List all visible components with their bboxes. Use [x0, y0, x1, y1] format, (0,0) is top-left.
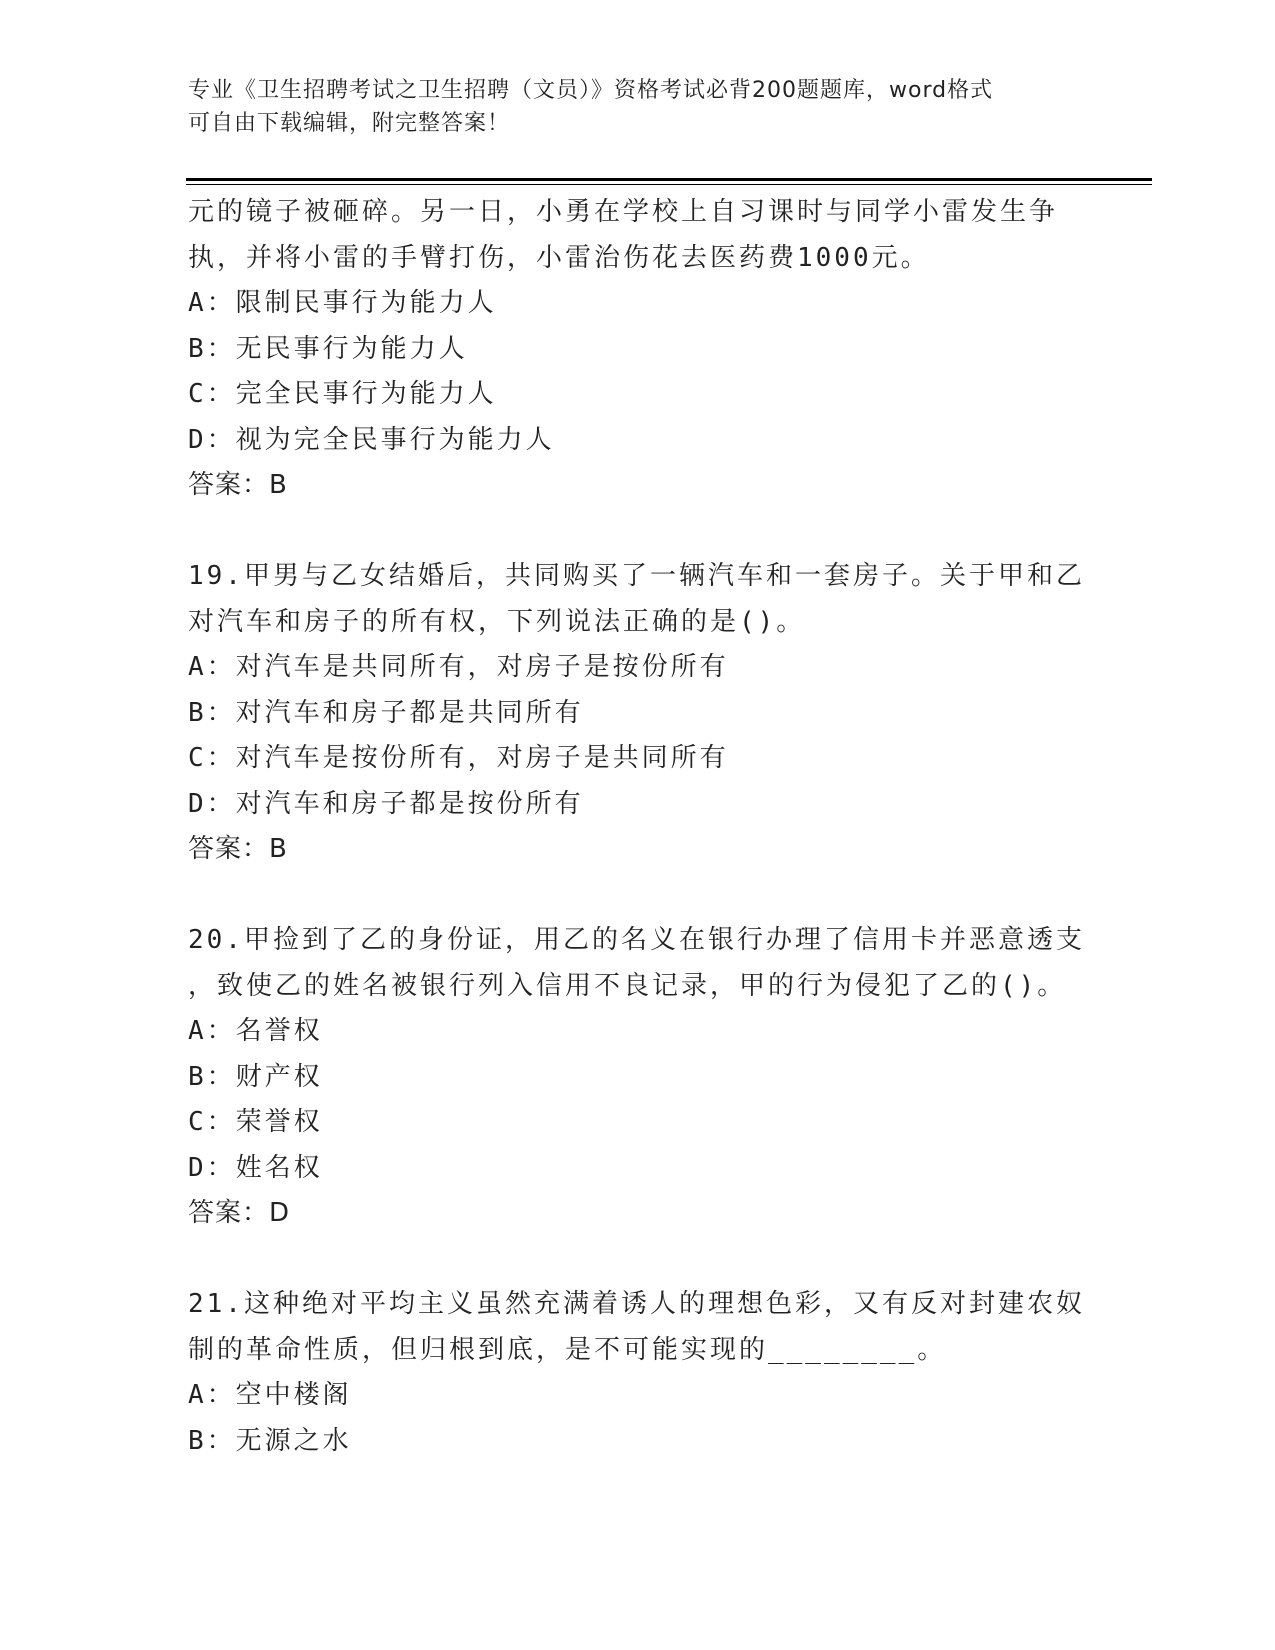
option-c: C：完全民事行为能力人	[188, 379, 497, 409]
question-21	[188, 1282, 1088, 1464]
header-divider-thin	[186, 184, 1152, 185]
option-c: C：荣誉权	[188, 1107, 323, 1137]
question-19	[188, 554, 1088, 873]
option-a: A：名誉权	[188, 1016, 323, 1046]
question-text-line: 制的革命性质，但归根到底，是不可能实现的________。	[188, 1334, 947, 1365]
header-divider-thick	[186, 178, 1152, 181]
question-text-line: 20.甲捡到了乙的身份证，用乙的名义在银行办理了信用卡并恶意透支	[188, 925, 1085, 955]
option-a: A：空中楼阁	[188, 1380, 352, 1410]
answer-line: 答案：B	[188, 470, 288, 500]
option-a: A：对汽车是共同所有，对房子是按份所有	[188, 652, 729, 682]
option-b: B：财产权	[188, 1061, 323, 1092]
option-b: B：无民事行为能力人	[188, 333, 468, 364]
question-text-line: 元的镜子被砸碎。另一日，小勇在学校上自习课时与同学小雷发生争	[188, 197, 1059, 227]
header-title-line-2: 可自由下载编辑，附完整答案！	[188, 111, 511, 136]
question-text-line: 19.甲男与乙女结婚后，共同购买了一辆汽车和一套房子。关于甲和乙	[188, 561, 1085, 591]
option-d: D：对汽车和房子都是按份所有	[188, 788, 584, 819]
question-spacer	[188, 873, 1088, 919]
option-d: D：视为完全民事行为能力人	[188, 424, 555, 455]
question-20	[188, 918, 1088, 1237]
document-header	[188, 74, 1088, 140]
option-a: A：限制民事行为能力人	[188, 288, 497, 318]
option-d: D：姓名权	[188, 1152, 323, 1183]
question-spacer	[188, 1237, 1088, 1283]
question-list	[188, 190, 1088, 1464]
answer-line: 答案：B	[188, 834, 288, 864]
question-text-line: ，致使乙的姓名被银行列入信用不良记录，甲的行为侵犯了乙的()。	[188, 970, 1067, 1001]
option-b: B：无源之水	[188, 1425, 352, 1456]
header-title-line-1: 专业《卫生招聘考试之卫生招聘（文员）》资格考试必背200题题库，word格式	[188, 78, 994, 103]
question-18	[188, 190, 1088, 509]
question-spacer	[188, 509, 1088, 555]
answer-line: 答案：D	[188, 1198, 291, 1228]
question-text-line: 执，并将小雷的手臂打伤，小雷治伤花去医药费1000元。	[188, 242, 930, 273]
option-b: B：对汽车和房子都是共同所有	[188, 697, 584, 728]
question-text-line: 21.这种绝对平均主义虽然充满着诱人的理想色彩，又有反对封建农奴	[188, 1289, 1085, 1319]
question-text-line: 对汽车和房子的所有权，下列说法正确的是()。	[188, 606, 806, 637]
option-c: C：对汽车是按份所有，对房子是共同所有	[188, 743, 729, 773]
